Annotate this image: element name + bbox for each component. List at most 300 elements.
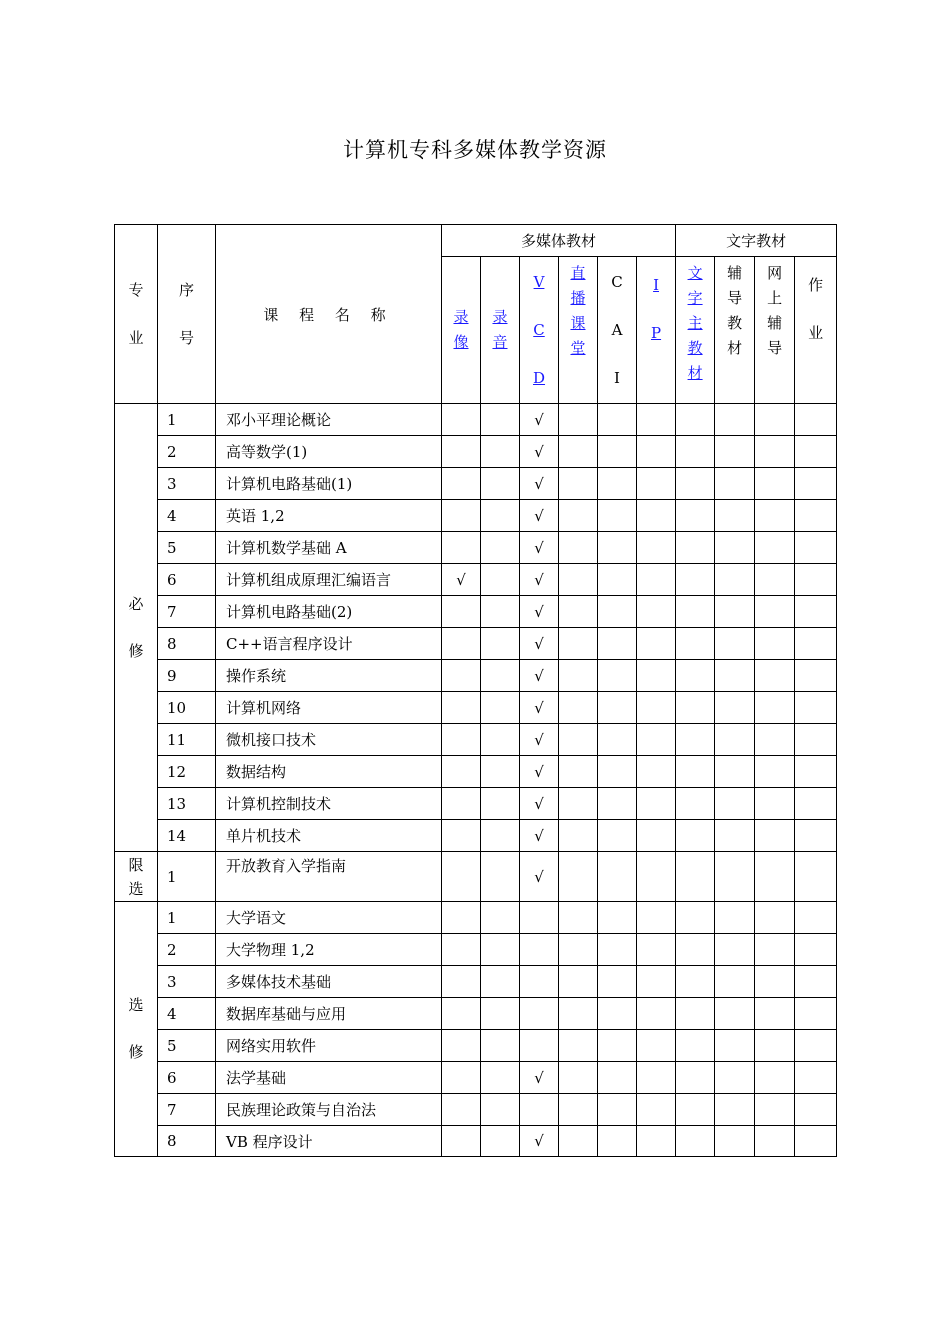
empty-cell — [637, 966, 676, 998]
empty-cell — [598, 1030, 637, 1062]
empty-cell — [715, 628, 755, 660]
empty-cell — [442, 1126, 481, 1157]
table-row — [115, 404, 837, 436]
course-name: 计算机网络 — [216, 692, 442, 724]
empty-cell — [715, 756, 755, 788]
empty-cell — [676, 628, 715, 660]
empty-cell — [481, 564, 520, 596]
empty-cell — [795, 724, 837, 756]
empty-cell — [559, 532, 598, 564]
empty-cell — [559, 1062, 598, 1094]
table-row — [115, 564, 837, 596]
empty-cell — [598, 436, 637, 468]
empty-cell — [637, 724, 676, 756]
empty-cell — [795, 934, 837, 966]
empty-cell — [559, 966, 598, 998]
empty-cell — [715, 436, 755, 468]
empty-cell — [795, 436, 837, 468]
course-seq: 6 — [158, 564, 216, 596]
table-row — [115, 1062, 837, 1094]
empty-cell — [715, 692, 755, 724]
empty-cell — [755, 692, 795, 724]
empty-cell — [481, 660, 520, 692]
empty-cell — [715, 820, 755, 852]
header-ip-link[interactable]: I P — [637, 257, 676, 404]
empty-cell — [598, 1126, 637, 1157]
course-seq: 1 — [158, 404, 216, 436]
empty-cell — [442, 1030, 481, 1062]
vcd-check: √ — [520, 564, 559, 596]
empty-cell — [481, 1126, 520, 1157]
empty-cell — [559, 564, 598, 596]
empty-cell — [676, 596, 715, 628]
table-row — [115, 966, 837, 998]
empty-cell — [676, 788, 715, 820]
header-live-class-link[interactable]: 直 播 课 堂 — [559, 257, 598, 404]
empty-cell — [559, 788, 598, 820]
empty-cell — [637, 1030, 676, 1062]
header-cai: C A I — [598, 257, 637, 404]
empty-cell — [715, 902, 755, 934]
course-seq: 10 — [158, 692, 216, 724]
table-row — [115, 934, 837, 966]
empty-cell — [442, 468, 481, 500]
table-row — [115, 660, 837, 692]
empty-cell — [755, 532, 795, 564]
empty-cell — [481, 852, 520, 902]
vcd-check: √ — [520, 404, 559, 436]
empty-cell — [795, 692, 837, 724]
empty-cell — [598, 564, 637, 596]
empty-cell — [715, 404, 755, 436]
course-seq: 9 — [158, 660, 216, 692]
empty-cell — [715, 852, 755, 902]
empty-cell — [755, 1094, 795, 1126]
table-row — [115, 500, 837, 532]
table-row — [115, 628, 837, 660]
header-aux-text: 辅 导 教 材 — [715, 257, 755, 404]
vcd-check: √ — [520, 852, 559, 902]
empty-cell — [442, 934, 481, 966]
empty-cell — [442, 628, 481, 660]
course-seq: 1 — [158, 852, 216, 902]
empty-cell — [481, 1030, 520, 1062]
empty-cell — [676, 500, 715, 532]
empty-cell — [481, 436, 520, 468]
empty-cell — [598, 404, 637, 436]
course-seq: 7 — [158, 1094, 216, 1126]
empty-cell — [442, 788, 481, 820]
table-row — [115, 468, 837, 500]
empty-cell — [795, 628, 837, 660]
table-row — [115, 820, 837, 852]
course-name: 计算机电路基础(2) — [216, 596, 442, 628]
course-name: 英语 1,2 — [216, 500, 442, 532]
course-name: 邓小平理论概论 — [216, 404, 442, 436]
empty-cell — [481, 902, 520, 934]
empty-cell — [795, 1030, 837, 1062]
empty-cell — [442, 1062, 481, 1094]
empty-cell — [442, 724, 481, 756]
empty-cell — [676, 404, 715, 436]
empty-cell — [559, 1094, 598, 1126]
empty-cell — [795, 404, 837, 436]
table-row — [115, 756, 837, 788]
course-name: 单片机技术 — [216, 820, 442, 852]
empty-cell — [715, 966, 755, 998]
empty-cell — [715, 564, 755, 596]
course-seq: 13 — [158, 788, 216, 820]
empty-cell — [795, 998, 837, 1030]
table-row — [115, 788, 837, 820]
empty-cell — [676, 564, 715, 596]
empty-cell — [559, 1126, 598, 1157]
vcd-check: √ — [520, 660, 559, 692]
empty-cell — [676, 1126, 715, 1157]
empty-cell — [481, 692, 520, 724]
empty-cell — [598, 1062, 637, 1094]
empty-cell — [637, 1062, 676, 1094]
empty-cell — [755, 564, 795, 596]
empty-cell — [676, 820, 715, 852]
empty-cell — [795, 468, 837, 500]
empty-cell — [715, 724, 755, 756]
course-seq: 1 — [158, 902, 216, 934]
header-group-text: 文字教材 — [676, 225, 837, 257]
empty-cell — [559, 902, 598, 934]
empty-cell — [795, 564, 837, 596]
empty-cell — [637, 998, 676, 1030]
title-part2: 多媒体教学资源 — [453, 138, 607, 162]
table-row — [115, 436, 837, 468]
course-name: 法学基础 — [216, 1062, 442, 1094]
header-main-text-link[interactable]: 文 字 主 教 材 — [676, 257, 715, 404]
empty-cell — [637, 756, 676, 788]
empty-cell — [715, 1094, 755, 1126]
empty-cell — [442, 660, 481, 692]
empty-cell — [755, 1126, 795, 1157]
empty-cell — [637, 1126, 676, 1157]
table-row — [115, 692, 837, 724]
empty-cell — [637, 404, 676, 436]
course-name: 开放教育入学指南 — [216, 852, 442, 902]
empty-cell — [715, 1030, 755, 1062]
table-row — [115, 532, 837, 564]
header-group-multimedia: 多媒体教材 — [442, 225, 676, 257]
course-name: 数据库基础与应用 — [216, 998, 442, 1030]
empty-cell — [598, 692, 637, 724]
header-homework: 作 业 — [795, 257, 837, 404]
empty-cell — [715, 788, 755, 820]
course-seq: 5 — [158, 532, 216, 564]
empty-cell — [795, 902, 837, 934]
empty-cell — [795, 820, 837, 852]
empty-cell — [598, 660, 637, 692]
resource-table — [114, 224, 837, 1157]
empty-cell — [795, 1126, 837, 1157]
course-name: 网络实用软件 — [216, 1030, 442, 1062]
empty-cell — [755, 436, 795, 468]
empty-cell — [481, 788, 520, 820]
empty-cell — [676, 1062, 715, 1094]
course-seq: 12 — [158, 756, 216, 788]
empty-cell — [442, 902, 481, 934]
vcd-check: √ — [520, 692, 559, 724]
empty-cell — [637, 468, 676, 500]
course-name: VB 程序设计 — [216, 1126, 442, 1157]
course-seq: 5 — [158, 1030, 216, 1062]
empty-cell — [559, 692, 598, 724]
empty-cell — [676, 660, 715, 692]
table-row — [115, 1030, 837, 1062]
empty-cell — [559, 436, 598, 468]
empty-cell — [795, 966, 837, 998]
vcd-check: √ — [520, 628, 559, 660]
header-video-link[interactable]: 录 像 — [442, 257, 481, 404]
empty-cell — [755, 660, 795, 692]
empty-cell — [755, 468, 795, 500]
empty-cell — [637, 820, 676, 852]
empty-cell — [795, 1094, 837, 1126]
empty-cell — [598, 788, 637, 820]
course-seq: 14 — [158, 820, 216, 852]
empty-cell — [637, 902, 676, 934]
course-name: 大学物理 1,2 — [216, 934, 442, 966]
header-row-1 — [115, 225, 837, 257]
course-name: 民族理论政策与自治法 — [216, 1094, 442, 1126]
empty-cell — [755, 1062, 795, 1094]
video-check: √ — [442, 564, 481, 596]
empty-cell — [598, 966, 637, 998]
table-row — [115, 852, 837, 902]
empty-cell — [676, 998, 715, 1030]
empty-cell — [637, 532, 676, 564]
empty-cell — [755, 820, 795, 852]
header-major: 专 业 — [115, 225, 158, 404]
empty-cell — [676, 934, 715, 966]
empty-cell — [559, 596, 598, 628]
empty-cell — [755, 902, 795, 934]
vcd-check: √ — [520, 820, 559, 852]
course-seq: 3 — [158, 966, 216, 998]
empty-cell — [559, 1030, 598, 1062]
empty-cell — [481, 468, 520, 500]
empty-cell — [481, 628, 520, 660]
empty-cell — [481, 934, 520, 966]
empty-cell — [520, 902, 559, 934]
course-name: 计算机电路基础(1) — [216, 468, 442, 500]
empty-cell — [715, 468, 755, 500]
course-seq: 8 — [158, 628, 216, 660]
empty-cell — [442, 1094, 481, 1126]
empty-cell — [795, 852, 837, 902]
vcd-check: √ — [520, 468, 559, 500]
empty-cell — [637, 692, 676, 724]
empty-cell — [676, 852, 715, 902]
empty-cell — [481, 500, 520, 532]
empty-cell — [481, 404, 520, 436]
page-title — [0, 134, 950, 164]
empty-cell — [637, 628, 676, 660]
empty-cell — [481, 966, 520, 998]
empty-cell — [442, 692, 481, 724]
empty-cell — [559, 468, 598, 500]
empty-cell — [481, 998, 520, 1030]
empty-cell — [559, 628, 598, 660]
table-row — [115, 724, 837, 756]
empty-cell — [795, 532, 837, 564]
empty-cell — [755, 998, 795, 1030]
course-seq: 8 — [158, 1126, 216, 1157]
empty-cell — [755, 596, 795, 628]
empty-cell — [481, 1062, 520, 1094]
vcd-check: √ — [520, 436, 559, 468]
empty-cell — [559, 852, 598, 902]
empty-cell — [598, 756, 637, 788]
empty-cell — [442, 998, 481, 1030]
empty-cell — [559, 404, 598, 436]
course-name: 高等数学(1) — [216, 436, 442, 468]
empty-cell — [598, 628, 637, 660]
empty-cell — [715, 660, 755, 692]
course-name: 计算机数学基础 A — [216, 532, 442, 564]
empty-cell — [676, 966, 715, 998]
course-name: 大学语文 — [216, 902, 442, 934]
empty-cell — [715, 500, 755, 532]
empty-cell — [559, 724, 598, 756]
course-name: 计算机控制技术 — [216, 788, 442, 820]
course-seq: 6 — [158, 1062, 216, 1094]
empty-cell — [795, 660, 837, 692]
empty-cell — [598, 500, 637, 532]
course-name: 微机接口技术 — [216, 724, 442, 756]
empty-cell — [520, 998, 559, 1030]
empty-cell — [598, 934, 637, 966]
vcd-check: √ — [520, 1126, 559, 1157]
empty-cell — [755, 788, 795, 820]
empty-cell — [481, 820, 520, 852]
vcd-check: √ — [520, 500, 559, 532]
table-row — [115, 902, 837, 934]
course-seq: 7 — [158, 596, 216, 628]
empty-cell — [442, 436, 481, 468]
empty-cell — [442, 852, 481, 902]
empty-cell — [755, 756, 795, 788]
header-vcd-link[interactable]: V C D — [520, 257, 559, 404]
empty-cell — [481, 756, 520, 788]
header-online-tutoring: 网 上 辅 导 — [755, 257, 795, 404]
title-part1: 计算机专科 — [343, 138, 453, 162]
empty-cell — [715, 1062, 755, 1094]
empty-cell — [559, 998, 598, 1030]
empty-cell — [637, 788, 676, 820]
empty-cell — [637, 852, 676, 902]
empty-cell — [676, 902, 715, 934]
vcd-check: √ — [520, 756, 559, 788]
empty-cell — [442, 756, 481, 788]
course-name: C++语言程序设计 — [216, 628, 442, 660]
table-row — [115, 1126, 837, 1157]
course-seq: 2 — [158, 436, 216, 468]
empty-cell — [715, 998, 755, 1030]
table-row — [115, 596, 837, 628]
table-row — [115, 1094, 837, 1126]
empty-cell — [676, 692, 715, 724]
vcd-check: √ — [520, 1062, 559, 1094]
empty-cell — [598, 724, 637, 756]
empty-cell — [598, 820, 637, 852]
empty-cell — [715, 934, 755, 966]
empty-cell — [598, 532, 637, 564]
empty-cell — [598, 468, 637, 500]
empty-cell — [598, 902, 637, 934]
empty-cell — [637, 596, 676, 628]
empty-cell — [676, 724, 715, 756]
empty-cell — [755, 724, 795, 756]
empty-cell — [442, 500, 481, 532]
empty-cell — [559, 756, 598, 788]
empty-cell — [481, 596, 520, 628]
empty-cell — [795, 1062, 837, 1094]
empty-cell — [637, 436, 676, 468]
empty-cell — [676, 468, 715, 500]
group-limited: 限 选 — [115, 852, 158, 902]
empty-cell — [676, 436, 715, 468]
empty-cell — [795, 788, 837, 820]
vcd-check: √ — [520, 788, 559, 820]
empty-cell — [442, 966, 481, 998]
empty-cell — [442, 820, 481, 852]
empty-cell — [598, 852, 637, 902]
header-seq: 序 号 — [158, 225, 216, 404]
group-required: 必 修 — [115, 404, 158, 852]
empty-cell — [676, 1094, 715, 1126]
empty-cell — [676, 1030, 715, 1062]
empty-cell — [755, 500, 795, 532]
empty-cell — [559, 500, 598, 532]
group-elective: 选 修 — [115, 902, 158, 1157]
empty-cell — [715, 532, 755, 564]
empty-cell — [755, 1030, 795, 1062]
empty-cell — [637, 660, 676, 692]
course-seq: 3 — [158, 468, 216, 500]
course-name: 数据结构 — [216, 756, 442, 788]
empty-cell — [676, 532, 715, 564]
course-seq: 2 — [158, 934, 216, 966]
empty-cell — [559, 934, 598, 966]
empty-cell — [559, 660, 598, 692]
empty-cell — [442, 596, 481, 628]
empty-cell — [481, 1094, 520, 1126]
empty-cell — [637, 500, 676, 532]
course-seq: 11 — [158, 724, 216, 756]
empty-cell — [520, 1094, 559, 1126]
empty-cell — [481, 532, 520, 564]
empty-cell — [598, 1094, 637, 1126]
vcd-check: √ — [520, 596, 559, 628]
course-name: 操作系统 — [216, 660, 442, 692]
empty-cell — [755, 934, 795, 966]
empty-cell — [755, 852, 795, 902]
empty-cell — [559, 820, 598, 852]
empty-cell — [755, 404, 795, 436]
header-course-name: 课 程 名 称 — [216, 225, 442, 404]
header-audio-link[interactable]: 录 音 — [481, 257, 520, 404]
empty-cell — [520, 966, 559, 998]
empty-cell — [715, 1126, 755, 1157]
table-row — [115, 998, 837, 1030]
empty-cell — [598, 596, 637, 628]
